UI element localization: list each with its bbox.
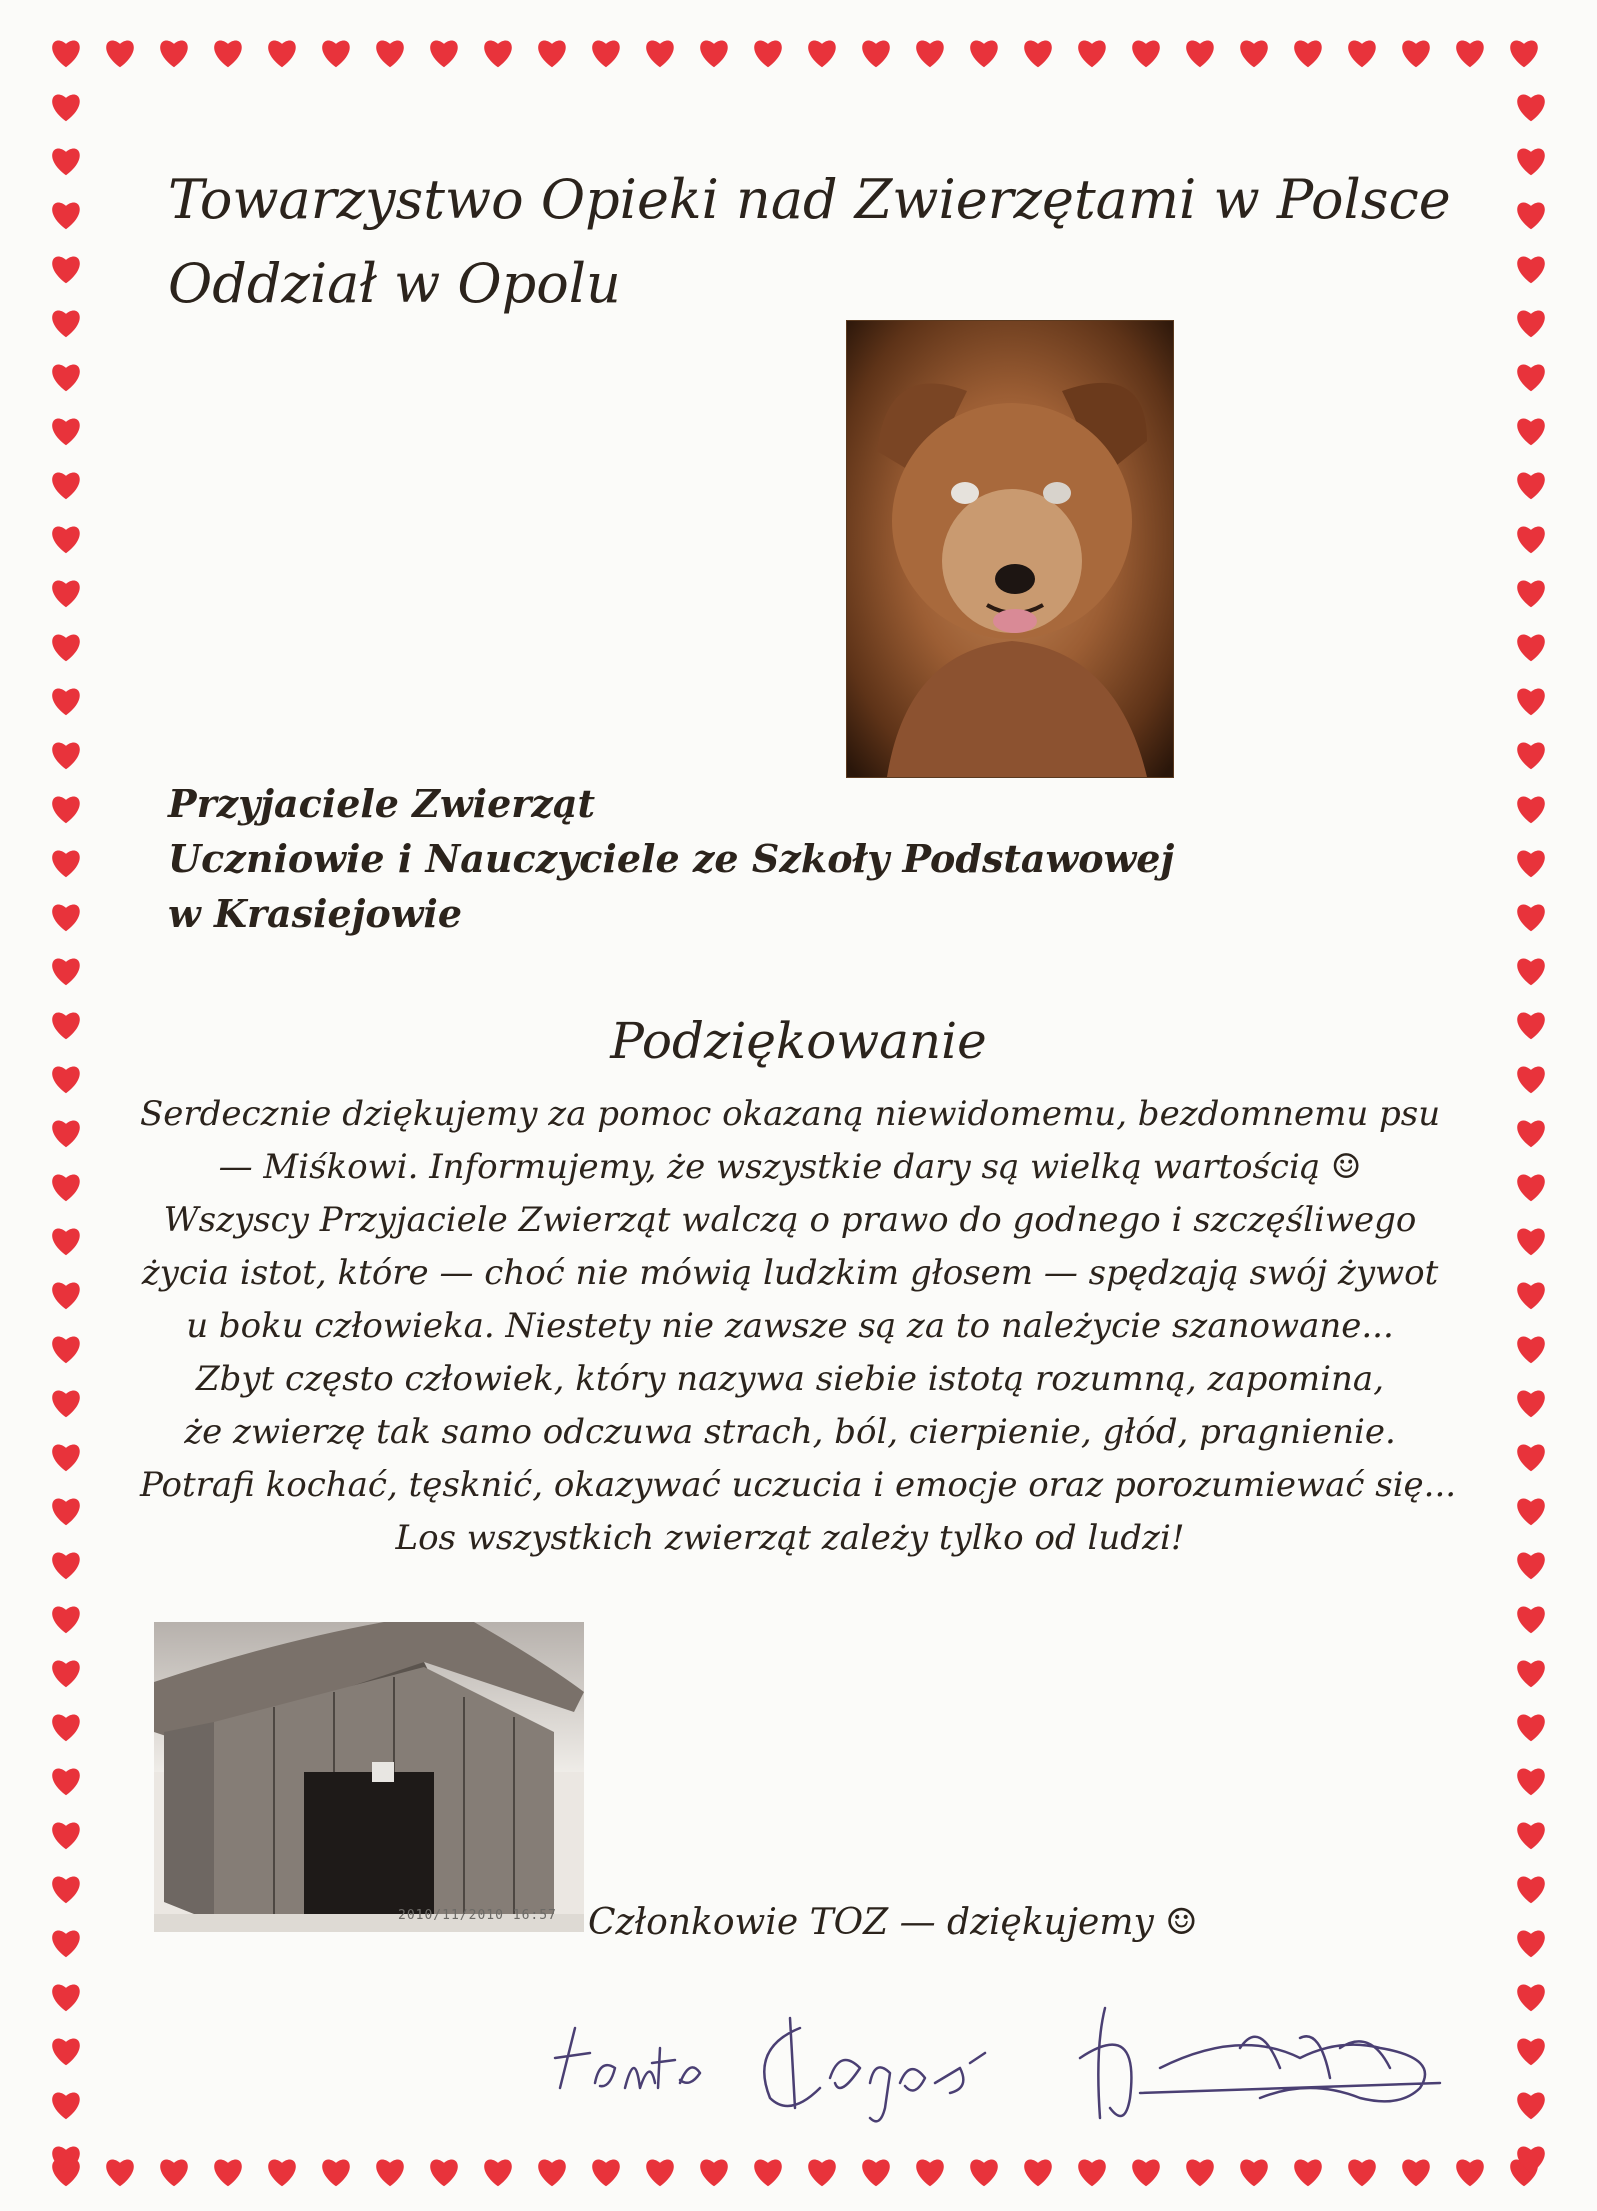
heart-icon: [1517, 959, 1545, 986]
heart-icon: [1517, 2093, 1545, 2120]
heart-icon: [52, 41, 80, 68]
heart-icon: [484, 41, 512, 68]
heart-icon: [52, 851, 80, 878]
heart-icon: [592, 2160, 620, 2187]
heart-icon: [862, 2160, 890, 2187]
heart-icon: [1517, 203, 1545, 230]
body-text: [140, 1088, 1457, 1565]
heart-icon: [1294, 2160, 1322, 2187]
heart-icon: [52, 959, 80, 986]
heart-icon: [106, 41, 134, 68]
heart-icon: [1078, 2160, 1106, 2187]
dog-photo: [846, 320, 1174, 778]
heart-icon: [52, 473, 80, 500]
body-line: Potrafi kochać, tęsknić, okazywać uczucia i emocje oraz porozumiewać się...: [140, 1465, 1457, 1505]
heart-icon: [1517, 1283, 1545, 1310]
organization-branch: Oddział w Opolu: [168, 252, 621, 315]
heart-icon: [268, 41, 296, 68]
body-line: u boku człowieka. Niestety nie zawsze są za to należycie szanowane...: [186, 1306, 1394, 1346]
heart-icon: [52, 1175, 80, 1202]
organization-header: [168, 158, 1451, 326]
heart-icon: [52, 1229, 80, 1256]
heart-icon: [52, 1715, 80, 1742]
heart-icon: [808, 2160, 836, 2187]
heart-icon: [1517, 1337, 1545, 1364]
heart-icon: [1186, 2160, 1214, 2187]
recipient-line: w Krasiejowie: [168, 891, 463, 936]
heart-icon: [1517, 1229, 1545, 1256]
heart-icon: [1240, 41, 1268, 68]
heart-icon: [1517, 1661, 1545, 1688]
heart-icon: [592, 41, 620, 68]
heart-icon: [214, 41, 242, 68]
heart-icon: [1517, 1607, 1545, 1634]
heart-icon: [1456, 2160, 1484, 2187]
heart-icon: [646, 41, 674, 68]
heart-icon: [1517, 851, 1545, 878]
heart-icon: [1402, 41, 1430, 68]
heart-icon: [1517, 1985, 1545, 2012]
heart-icon: [52, 203, 80, 230]
heart-icon: [1517, 1715, 1545, 1742]
signature-3: [1080, 2008, 1440, 2118]
heart-icon: [430, 41, 458, 68]
heart-icon: [700, 2160, 728, 2187]
heart-icon: [52, 1661, 80, 1688]
heart-icon: [52, 311, 80, 338]
heart-icon: [52, 581, 80, 608]
signature-1: [555, 2028, 700, 2088]
heart-icon: [52, 1553, 80, 1580]
heart-icon: [1517, 473, 1545, 500]
heart-icon: [52, 365, 80, 392]
heart-icon: [916, 2160, 944, 2187]
heart-icon: [1402, 2160, 1430, 2187]
photo-timestamp: 2010/11/2010 16:57: [398, 1908, 557, 1923]
organization-name: Towarzystwo Opieki nad Zwierzętami w Polsce: [168, 168, 1451, 231]
heart-icon: [538, 41, 566, 68]
heart-icon: [1517, 689, 1545, 716]
heart-icon: [970, 2160, 998, 2187]
heart-icon: [862, 41, 890, 68]
heart-icon: [52, 1499, 80, 1526]
body-line: Wszyscy Przyjaciele Zwierząt walczą o prawo do godnego i szczęśliwego: [163, 1200, 1417, 1240]
heart-icon: [700, 41, 728, 68]
body-line: że zwierzę tak samo odczuwa strach, ból, cierpienie, głód, pragnienie.: [184, 1412, 1396, 1452]
recipient-line: Uczniowie i Nauczyciele ze Szkoły Podstawowej: [168, 836, 1175, 881]
heart-icon: [52, 149, 80, 176]
heart-icon: [646, 2160, 674, 2187]
body-line: Serdecznie dziękujemy za pomoc okazaną niewidomemu, bezdomnemu psu: [140, 1094, 1441, 1134]
heart-icon: [1240, 2160, 1268, 2187]
heart-icon: [970, 41, 998, 68]
heart-icon: [1517, 1445, 1545, 1472]
document-title: Podziękowanie: [610, 1012, 987, 1070]
heart-icon: [1024, 41, 1052, 68]
heart-icon: [1348, 41, 1376, 68]
heart-icon: [1132, 2160, 1160, 2187]
heart-icon: [1517, 527, 1545, 554]
heart-icon: [430, 2160, 458, 2187]
heart-icon: [1517, 743, 1545, 770]
heart-icon: [916, 41, 944, 68]
heart-icon: [754, 41, 782, 68]
signatures: [540, 1988, 1480, 2138]
heart-icon: [322, 2160, 350, 2187]
heart-icon: [52, 1931, 80, 1958]
heart-icon: [52, 743, 80, 770]
heart-icon: [754, 2160, 782, 2187]
heart-icon: [1517, 149, 1545, 176]
heart-icon: [1517, 581, 1545, 608]
heart-icon: [1517, 1175, 1545, 1202]
heart-icon: [1517, 1823, 1545, 1850]
heart-icon: [52, 635, 80, 662]
heart-icon: [1517, 1499, 1545, 1526]
kennel-photo: [154, 1622, 584, 1932]
heart-icon: [52, 1121, 80, 1148]
heart-icon: [1517, 1553, 1545, 1580]
heart-icon: [808, 41, 836, 68]
heart-icon: [52, 1607, 80, 1634]
signature-2: [764, 2018, 985, 2121]
heart-icon: [1517, 311, 1545, 338]
heart-icon: [376, 2160, 404, 2187]
heart-icon: [268, 2160, 296, 2187]
heart-icon: [1517, 1067, 1545, 1094]
heart-icon: [538, 2160, 566, 2187]
heart-icon: [52, 1769, 80, 1796]
heart-icon: [322, 41, 350, 68]
body-line: życia istot, które — choć nie mówią ludzkim głosem — spędzają swój żywot: [141, 1253, 1439, 1293]
recipient-block: [168, 776, 1174, 941]
heart-icon: [1348, 2160, 1376, 2187]
heart-icon: [1132, 41, 1160, 68]
recipient-line: Przyjaciele Zwierząt: [168, 781, 596, 826]
heart-icon: [1517, 257, 1545, 284]
heart-icon: [52, 1067, 80, 1094]
heart-icon: [1024, 2160, 1052, 2187]
heart-icon: [52, 905, 80, 932]
heart-icon: [376, 41, 404, 68]
heart-icon: [106, 2160, 134, 2187]
heart-icon: [1517, 2039, 1545, 2066]
heart-icon: [52, 1985, 80, 2012]
heart-icon: [52, 2039, 80, 2066]
heart-icon: [52, 1337, 80, 1364]
heart-icon: [1186, 41, 1214, 68]
body-line: — Miśkowi. Informujemy, że wszystkie dary są wielką wartością ☺: [218, 1147, 1362, 1187]
heart-icon: [52, 1283, 80, 1310]
heart-icon: [52, 1391, 80, 1418]
heart-icon: [1517, 365, 1545, 392]
heart-icon: [160, 2160, 188, 2187]
heart-icon: [52, 527, 80, 554]
heart-icon: [1517, 419, 1545, 446]
heart-icon: [1510, 41, 1538, 68]
heart-icon: [52, 1445, 80, 1472]
heart-icon: [1517, 95, 1545, 122]
heart-icon: [52, 1823, 80, 1850]
heart-icon: [52, 689, 80, 716]
heart-icon: [1517, 1121, 1545, 1148]
heart-icon: [214, 2160, 242, 2187]
heart-icon: [52, 95, 80, 122]
heart-icon: [160, 41, 188, 68]
heart-icon: [52, 1877, 80, 1904]
closing-line: Członkowie TOZ — dziękujemy ☺: [588, 1902, 1198, 1943]
heart-icon: [1517, 797, 1545, 824]
heart-icon: [52, 2093, 80, 2120]
heart-icon: [1517, 1931, 1545, 1958]
heart-icon: [1517, 1877, 1545, 1904]
heart-icon: [1517, 1769, 1545, 1796]
heart-icon: [1456, 41, 1484, 68]
heart-icon: [52, 419, 80, 446]
body-line: Los wszystkich zwierząt zależy tylko od ludzi!: [395, 1518, 1185, 1558]
heart-icon: [52, 797, 80, 824]
heart-icon: [1517, 905, 1545, 932]
heart-icon: [484, 2160, 512, 2187]
heart-icon: [52, 257, 80, 284]
body-line: Zbyt często człowiek, który nazywa siebie istotą rozumną, zapomina,: [195, 1359, 1385, 1399]
heart-icon: [1078, 41, 1106, 68]
heart-icon: [1517, 635, 1545, 662]
heart-icon: [1294, 41, 1322, 68]
heart-icon: [1517, 1391, 1545, 1418]
